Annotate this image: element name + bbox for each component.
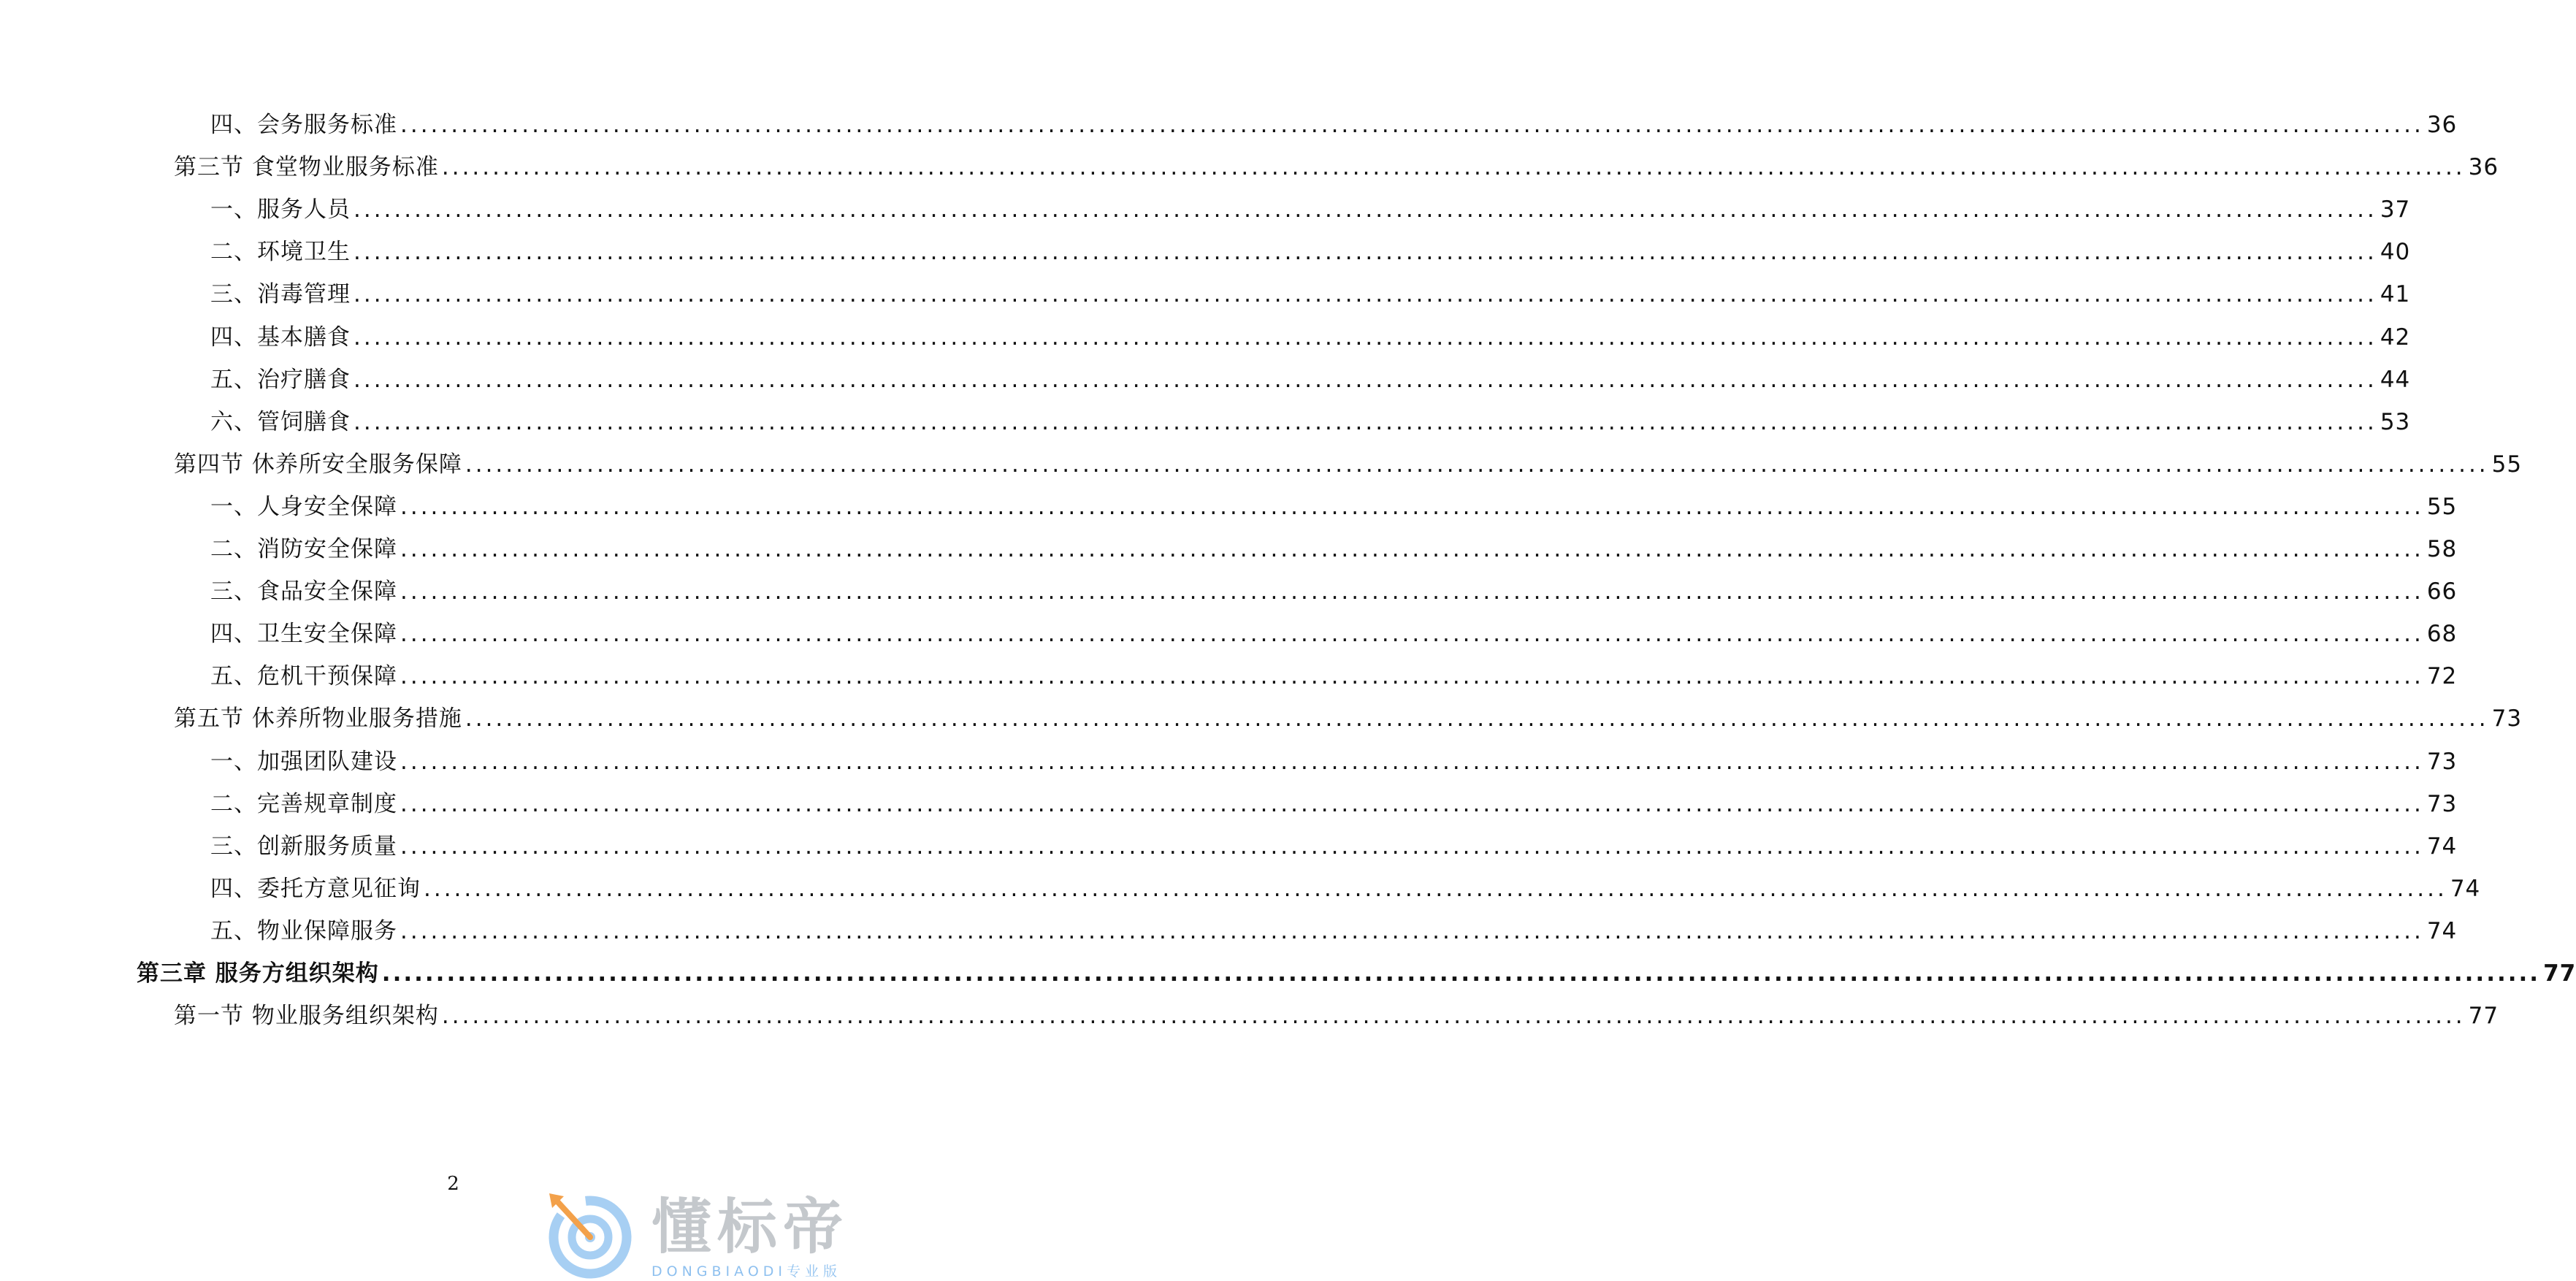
- toc-entry-label: 四、委托方意见征询: [210, 875, 421, 902]
- toc-leader-dots: ........................................................................................................................................................................................................: [424, 875, 2447, 902]
- toc-leader-dots: ........................................................................................................................................................................................................: [353, 366, 2377, 393]
- toc-entry[interactable]: [210, 618, 2458, 650]
- toc-entry-page: 37: [2380, 196, 2411, 223]
- toc-leader-dots: ........................................................................................................................................................................................................: [465, 705, 2489, 733]
- toc-leader-dots: ........................................................................................................................................................................................................: [400, 748, 2424, 775]
- toc-leader-dots: ........................................................................................................................................................................................................: [400, 790, 2424, 817]
- toc-leader-dots: ........................................................................................................................................................................................................: [353, 196, 2377, 223]
- toc-entry[interactable]: [210, 278, 2411, 310]
- toc-leader-dots: ........................................................................................................................................................................................................: [400, 493, 2424, 520]
- watermark-subtitle: DONGBIAODI专业版: [651, 1263, 842, 1280]
- toc-entry[interactable]: [210, 321, 2411, 353]
- toc-entry-page: 77: [2468, 1003, 2499, 1030]
- toc-leader-dots: ........................................................................................................................................................................................................: [400, 112, 2424, 138]
- toc-entry[interactable]: [210, 915, 2458, 947]
- toc-entry-label: 四、基本膳食: [210, 324, 351, 351]
- toc-entry-page: 74: [2426, 833, 2458, 860]
- toc-entry[interactable]: [210, 830, 2458, 863]
- toc-entry-label: 五、治疗膳食: [210, 366, 351, 393]
- toc-entry-label: 第三章 服务方组织架构: [137, 960, 379, 987]
- toc-entry-page: 73: [2426, 790, 2458, 817]
- watermark-brand: 懂标帝: [651, 1193, 849, 1262]
- toc-entry[interactable]: [174, 1000, 2499, 1032]
- toc-entry-page: 77: [2543, 960, 2576, 987]
- toc-entry-label: 一、加强团队建设: [210, 748, 397, 775]
- toc-leader-dots: ........................................................................................................................................................................................................: [353, 281, 2377, 308]
- toc-entry-label: 第三节 食堂物业服务标准: [174, 154, 439, 181]
- toc-entry-label: 四、会务服务标准: [210, 112, 397, 138]
- toc-entry-page: 72: [2426, 663, 2458, 690]
- toc-entry[interactable]: [210, 788, 2458, 820]
- toc-entry[interactable]: [210, 533, 2458, 565]
- toc-entry[interactable]: [210, 491, 2458, 523]
- toc-entry-page: 66: [2426, 578, 2458, 605]
- toc-leader-dots: ........................................................................................................................................................................................................: [400, 833, 2424, 860]
- toc-entry-page: 74: [2450, 875, 2481, 902]
- toc-entry-page: 36: [2426, 112, 2458, 138]
- toc-leader-dots: ........................................................................................................................................................................................................: [353, 324, 2377, 351]
- toc-entry[interactable]: [210, 109, 2458, 141]
- toc-entry[interactable]: [137, 957, 2576, 990]
- toc-entry-page: 53: [2380, 408, 2411, 435]
- toc-entry-page: 41: [2380, 281, 2411, 308]
- toc-leader-dots: ........................................................................................................................................................................................................: [441, 154, 2466, 181]
- toc-entry-page: 42: [2380, 324, 2411, 351]
- toc-entry-page: 73: [2426, 748, 2458, 775]
- toc-entry-label: 五、物业保障服务: [210, 917, 397, 944]
- toc-entry-page: 55: [2491, 451, 2523, 478]
- toc-entry-label: 二、完善规章制度: [210, 790, 397, 817]
- target-arrow-logo-icon: [542, 1190, 637, 1278]
- page-number: 2: [447, 1173, 459, 1195]
- toc-entry-page: 73: [2491, 705, 2523, 733]
- toc-entry[interactable]: [210, 364, 2411, 396]
- toc-leader-dots: ........................................................................................................................................................................................................: [381, 960, 2541, 987]
- toc-entry[interactable]: [174, 448, 2523, 481]
- toc-entry[interactable]: [174, 703, 2523, 735]
- watermark: [542, 1190, 893, 1278]
- toc-entry-page: 68: [2426, 621, 2458, 648]
- toc-entry[interactable]: [210, 576, 2458, 608]
- toc-leader-dots: ........................................................................................................................................................................................................: [441, 1003, 2466, 1030]
- toc-entry-page: 36: [2468, 154, 2499, 181]
- toc-entry[interactable]: [174, 151, 2499, 183]
- toc-entry[interactable]: [210, 194, 2411, 226]
- toc-entry-page: 58: [2426, 536, 2458, 562]
- toc-entry-label: 三、创新服务质量: [210, 833, 397, 860]
- toc-leader-dots: ........................................................................................................................................................................................................: [465, 451, 2489, 478]
- toc-leader-dots: ........................................................................................................................................................................................................: [353, 408, 2377, 435]
- toc-entry-label: 第四节 休养所安全服务保障: [174, 451, 462, 478]
- toc-leader-dots: ........................................................................................................................................................................................................: [400, 536, 2424, 562]
- toc-entry-label: 二、消防安全保障: [210, 536, 397, 562]
- toc-entry[interactable]: [210, 873, 2481, 905]
- toc-leader-dots: ........................................................................................................................................................................................................: [400, 621, 2424, 648]
- toc-entry[interactable]: [210, 406, 2411, 438]
- toc-entry-label: 三、消毒管理: [210, 281, 351, 308]
- toc-entry-label: 第五节 休养所物业服务措施: [174, 705, 462, 733]
- toc-entry-label: 第一节 物业服务组织架构: [174, 1003, 439, 1030]
- toc-entry-label: 五、危机干预保障: [210, 663, 397, 690]
- toc-entry-page: 44: [2380, 366, 2411, 393]
- toc-leader-dots: ........................................................................................................................................................................................................: [400, 663, 2424, 690]
- toc-entry[interactable]: [210, 660, 2458, 692]
- toc-entry-label: 三、食品安全保障: [210, 578, 397, 605]
- toc-entry-label: 四、卫生安全保障: [210, 621, 397, 648]
- toc-entry[interactable]: [210, 236, 2411, 268]
- toc-entry-label: 六、管饲膳食: [210, 408, 351, 435]
- toc-entry-label: 一、人身安全保障: [210, 493, 397, 520]
- toc-entry-page: 55: [2426, 493, 2458, 520]
- toc-entry[interactable]: [210, 746, 2458, 778]
- toc-leader-dots: ........................................................................................................................................................................................................: [400, 917, 2424, 944]
- toc-entry-label: 二、环境卫生: [210, 239, 351, 266]
- toc-entry-page: 74: [2426, 917, 2458, 944]
- toc-entry-page: 40: [2380, 239, 2411, 266]
- toc-entry-label: 一、服务人员: [210, 196, 351, 223]
- toc-leader-dots: ........................................................................................................................................................................................................: [353, 239, 2377, 266]
- toc-leader-dots: ........................................................................................................................................................................................................: [400, 578, 2424, 605]
